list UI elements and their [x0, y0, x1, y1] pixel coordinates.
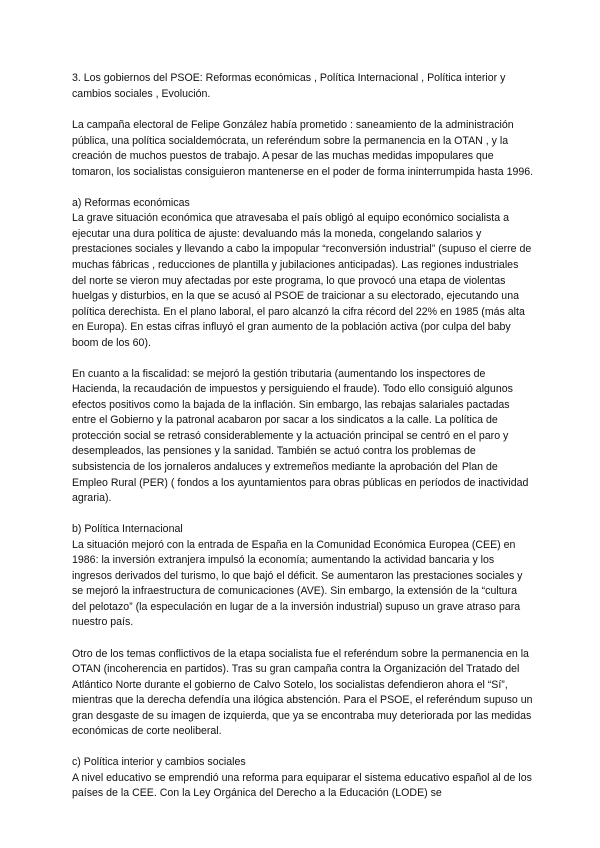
- intro-paragraph: La campaña electoral de Felipe González había prometido : saneamiento de la administración pública, una política socialdemócrata, un referéndum sobre la permanencia en la OTAN , y la creación de muchos puestos de trabajo. A pesar de las muchas medidas impopulares que tomaron, los socialistas consiguieron mantenerse en el poder de forma ininterrumpida hasta 1996.: [72, 119, 534, 178]
- international-policy-paragraph-1: La situación mejoró con la entrada de España en la Comunidad Económica Europea (CEE) en 1986: la inversión extranjera impulsó la economía; aumentando la actividad bancaria y los ingresos derivados del turismo, lo que bajó el déficit. Se aumentaron las prestaciones sociales y se mejoró la infraestructura de comunicaciones (AVE). Sin embargo, la extensión de la “cultura del pelotazo” (la especulación en lugar de a la inversión industrial) supuso un grave atraso para nuestro país.: [72, 538, 523, 629]
- interior-policy-paragraph-1: A nivel educativo se emprendió una reforma para equiparar el sistema educativo español al de los países de la CEE. Con la Ley Orgánica del Derecho a la Educación (LODE) se: [72, 771, 532, 800]
- international-policy-paragraph-2: Otro de los temas conflictivos de la etapa socialista fue el referéndum sobre la permanencia en la OTAN (incoherencia en partidos). Tras su gran campaña contra la Organización del Tratado del Atlántico Norte durante el gobierno de Calvo Sotelo, los socialistas defendieron ahora el “Sí”, mientras que la derecha defendía una ilógica abstención. Para el PSOE, el referéndum supuso un gran desgaste de su imagen de izquierda, que ya se encontraba muy deteriorada por las medidas económicas de corte neoliberal.: [72, 647, 533, 738]
- section-heading-international-policy: b) Política Internacional: [72, 523, 183, 536]
- document-title: 3. Los gobiernos del PSOE: Reformas económicas , Política Internacional , Política interior y cambios sociales , Evolución.: [72, 72, 506, 100]
- document-body: [72, 71, 534, 802]
- economic-reforms-paragraph-2: En cuanto a la fiscalidad: se mejoró la gestión tributaria (aumentando los inspectores de Hacienda, la recaudación de impuestos y persiguiendo el fraude). Todo ello consiguió algunos efectos positivos como la bajada de la inflación. Sin embargo, las rebajas salariales pactadas entre el Gobierno y la patronal acabaron por sacar a los sindicatos a la calle. La política de protección social se retrasó considerablemente y la actuación principal se centró en el paro y desempleados, las pensiones y la sanidad. También se actuó contra los problemas de subsistencia de los jornaleros andaluces y extremeños mediante la aprobación del Plan de Empleo Rural (PER) ( fondos a los ayuntamientos para obras públicas en períodos de inactividad agraria).: [72, 367, 529, 505]
- section-heading-economic-reforms: a) Reformas económicas: [72, 196, 190, 209]
- section-heading-interior-policy: c) Política interior y cambios sociales: [72, 756, 246, 769]
- economic-reforms-paragraph-1: La grave situación económica que atravesaba el país obligó al equipo económico socialista a ejecutar una dura política de ajuste: devaluando más la moneda, congelando salarios y prestaciones sociales y llevando a cabo la impopular “reconversión industrial” (supuso el cierre de muchas fábricas , reducciones de plantilla y jubilaciones anticipadas). Las regiones industriales del norte se vieron muy afectadas por este programa, lo que provocó una etapa de violentas huelgas y disturbios, en la que se acusó al PSOE de traicionar a su electorado, ejecutando una política derechista. En el plano laboral, el paro alcanzó la cifra récord del 22% en 1985 (más alta en Europa). En estas cifras influyó el gran aumento de la población activa (por culpa del baby boom de los 60).: [72, 212, 532, 349]
